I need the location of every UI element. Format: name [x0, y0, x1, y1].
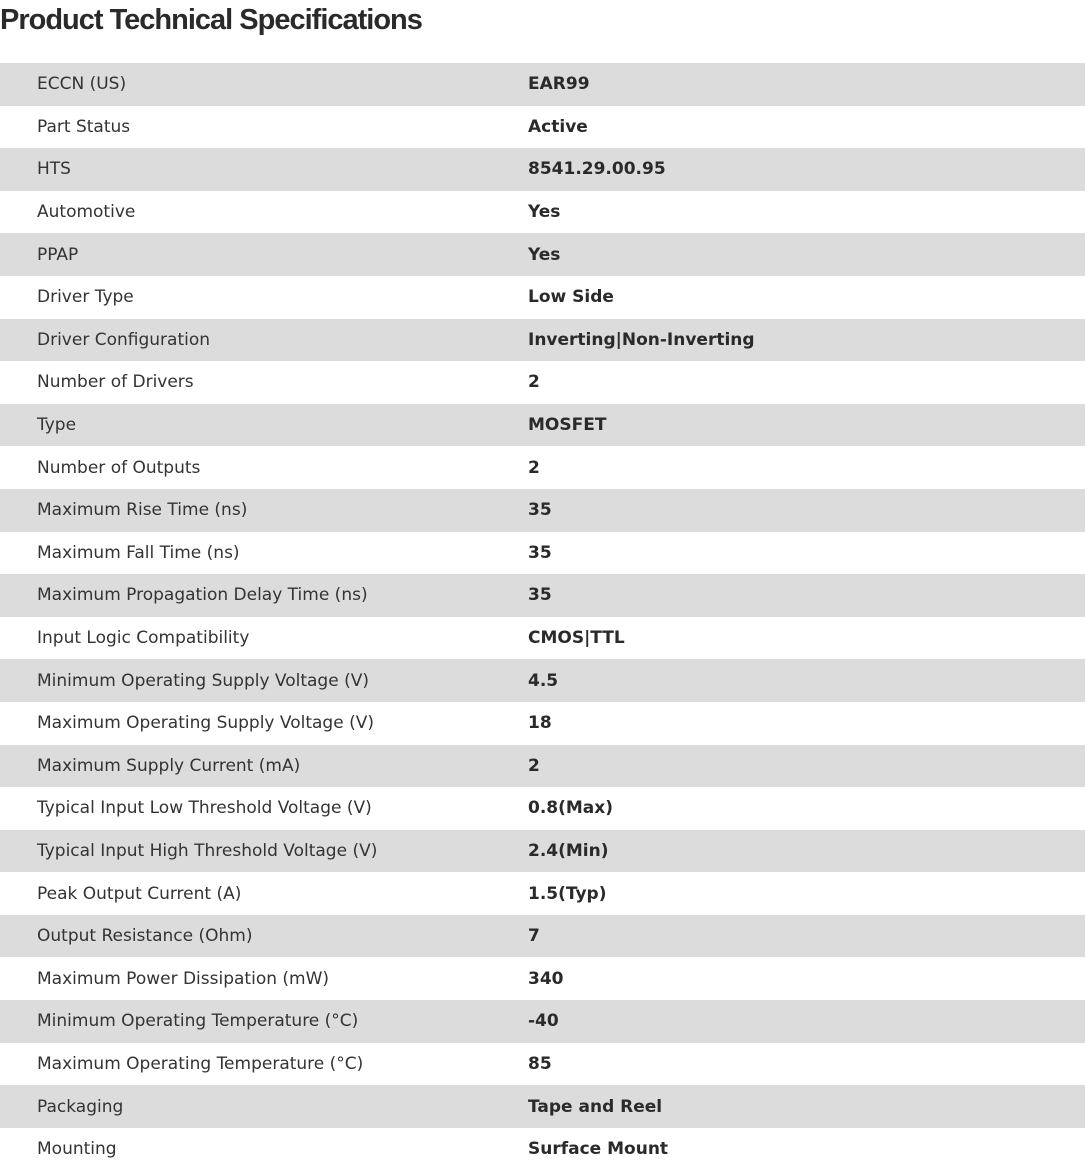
spec-value: Low Side [528, 287, 614, 308]
spec-row [0, 404, 1085, 447]
spec-row [0, 276, 1085, 319]
spec-label: Maximum Operating Supply Voltage (V) [37, 713, 374, 734]
spec-value: Inverting|Non-Inverting [528, 329, 755, 350]
spec-value: 2 [528, 457, 540, 478]
spec-label: Driver Configuration [37, 329, 211, 350]
spec-row [0, 191, 1085, 234]
spec-row [0, 63, 1085, 106]
spec-label: ECCN (US) [37, 74, 127, 95]
spec-value: 2.4(Min) [528, 840, 609, 861]
spec-value: 35 [528, 542, 552, 563]
spec-row [0, 319, 1085, 362]
spec-row [0, 361, 1085, 404]
spec-value: Yes [528, 202, 561, 223]
spec-value: CMOS|TTL [528, 628, 625, 649]
spec-value: -40 [528, 1011, 559, 1032]
spec-row [0, 617, 1085, 660]
spec-value: 2 [528, 372, 540, 393]
spec-value: EAR99 [528, 74, 590, 95]
spec-row [0, 446, 1085, 489]
spec-label: Output Resistance (Ohm) [37, 926, 253, 947]
spec-row [0, 233, 1085, 276]
spec-value: 2 [528, 755, 540, 776]
spec-label: Minimum Operating Supply Voltage (V) [37, 670, 369, 691]
spec-label: PPAP [37, 244, 79, 265]
spec-label: Maximum Supply Current (mA) [37, 755, 301, 776]
spec-value: Yes [528, 244, 561, 265]
spec-value: 340 [528, 968, 564, 989]
spec-value: 4.5 [528, 670, 559, 691]
spec-table [0, 63, 1085, 1170]
spec-value: 1.5(Typ) [528, 883, 607, 904]
spec-row [0, 1000, 1085, 1043]
spec-row [0, 915, 1085, 958]
spec-label: Minimum Operating Temperature (°C) [37, 1011, 359, 1032]
spec-label: Maximum Rise Time (ns) [37, 500, 248, 521]
spec-row [0, 787, 1085, 830]
spec-label: Mounting [37, 1139, 117, 1160]
spec-value: Active [528, 116, 588, 137]
spec-row [0, 1085, 1085, 1128]
spec-value: Surface Mount [528, 1139, 669, 1160]
spec-value: 18 [528, 713, 552, 734]
spec-label: Maximum Fall Time (ns) [37, 542, 240, 563]
spec-row [0, 148, 1085, 191]
spec-value: 8541.29.00.95 [528, 159, 666, 180]
spec-row [0, 574, 1085, 617]
spec-row [0, 106, 1085, 149]
spec-label: Number of Outputs [37, 457, 201, 478]
spec-label: HTS [37, 159, 71, 180]
spec-label: Maximum Operating Temperature (°C) [37, 1053, 364, 1074]
spec-label: Packaging [37, 1096, 124, 1117]
spec-label: Part Status [37, 116, 131, 137]
spec-label: Number of Drivers [37, 372, 194, 393]
spec-value: 85 [528, 1053, 552, 1074]
spec-row [0, 872, 1085, 915]
spec-label: Maximum Propagation Delay Time (ns) [37, 585, 368, 606]
spec-value: 35 [528, 585, 552, 606]
page-title: Product Technical Specifications [0, 4, 422, 36]
spec-label: Driver Type [37, 287, 134, 308]
spec-label: Typical Input Low Threshold Voltage (V) [37, 798, 372, 819]
spec-value: 7 [528, 926, 540, 947]
spec-row [0, 659, 1085, 702]
spec-value: 35 [528, 500, 552, 521]
spec-label: Typical Input High Threshold Voltage (V) [37, 840, 378, 861]
spec-value: 0.8(Max) [528, 798, 614, 819]
spec-row [0, 830, 1085, 873]
spec-value: MOSFET [528, 415, 607, 436]
spec-label: Automotive [37, 202, 136, 223]
spec-label: Peak Output Current (A) [37, 883, 242, 904]
spec-row [0, 532, 1085, 575]
spec-label: Maximum Power Dissipation (mW) [37, 968, 330, 989]
spec-row [0, 1043, 1085, 1086]
spec-row [0, 489, 1085, 532]
spec-row [0, 745, 1085, 788]
spec-row [0, 702, 1085, 745]
spec-label: Type [37, 415, 77, 436]
spec-label: Input Logic Compatibility [37, 628, 250, 649]
spec-row [0, 957, 1085, 1000]
spec-value: Tape and Reel [528, 1096, 663, 1117]
